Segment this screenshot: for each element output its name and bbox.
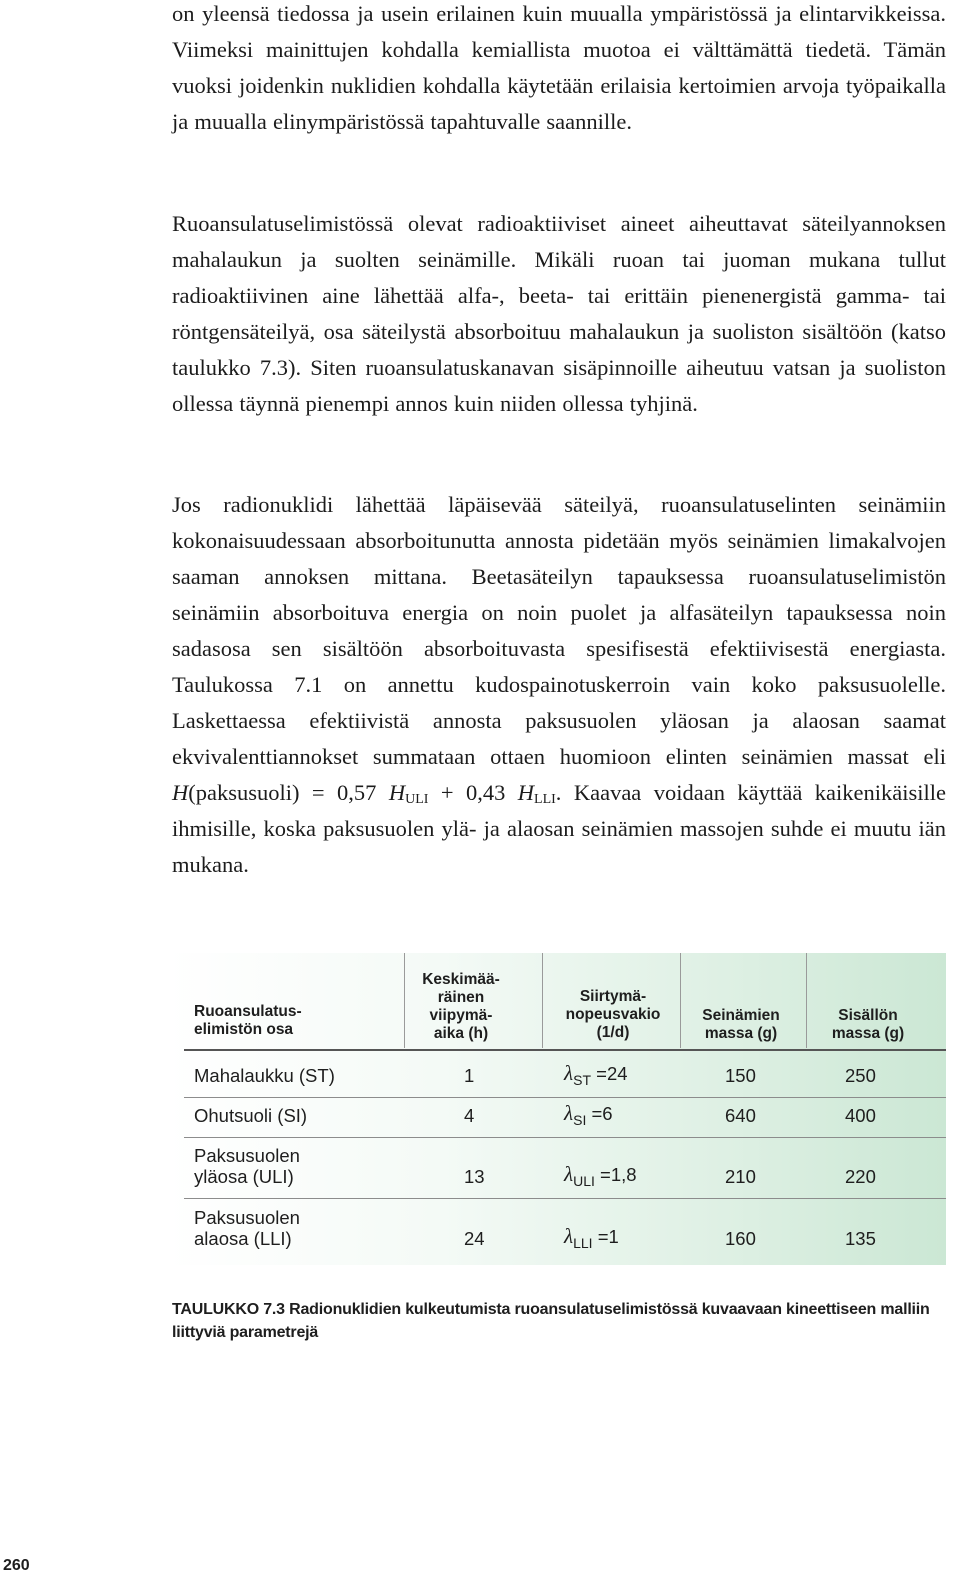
header-transfer-rate: Siirtymä- nopeusvakio (1/d) [565, 988, 661, 1041]
lambda-symbol: λ [564, 1101, 574, 1125]
paragraph-2: Ruoansulatuselimistössä olevat radioaktiiviset aineet aiheuttavat säteilyannoksen mahalaukun ja suolten seinämille. Mikäli ruoan tai juoman mukana tullut radioaktiivinen aine lähettää alfa-, beeta- tai erittäin pienenergistä gamma- tai röntgensäteilyä, osa säteilystä absorboituu mahalaukun ja suoliston sisältöön (katso taulukko 7.3). Siten ruoansulatuskanavan sisäpinnoille aiheutuu vatsan ja suoliston ollessa täynnä pienempi annos kuin niiden ollessa tyhjinä. [172, 211, 946, 416]
lambda-subscript: LLI [573, 1235, 593, 1251]
lambda-subscript: SI [573, 1112, 587, 1128]
table-rule [184, 1049, 946, 1051]
cell-part: Ohutsuoli (SI) [194, 1105, 308, 1126]
cell-part: Mahalaukku (ST) [194, 1065, 335, 1086]
cell-time: 4 [464, 1105, 475, 1126]
table-rule [184, 1198, 946, 1199]
paragraph-3-tail: . Kaavaa voidaan käyttää kaikenikäisille ihmisille, koska paksusuolen ylä- ja alaosan seinämien massojen suhde ei muutu iän mukana. [172, 780, 946, 877]
lambda-symbol: λ [564, 1162, 574, 1186]
colon-dose-formula [172, 780, 556, 805]
header-part: Ruoansulatus- elimistön osa [194, 1003, 302, 1038]
caption-text: Radionuklidien kulkeutumista ruoansulatuselimistössä kuvaavaan kineettiseen malliin liittyviä parametrejä [172, 1301, 930, 1341]
header-divider [680, 953, 681, 1048]
lambda-value: =1,8 [600, 1164, 637, 1185]
lambda-value: =24 [596, 1063, 628, 1084]
cell-lambda [564, 1226, 619, 1254]
cell-time: 13 [464, 1166, 485, 1187]
formula-sub-uli: ULI [405, 792, 429, 807]
cell-lambda [564, 1063, 628, 1091]
formula-h-uli: H [388, 780, 406, 805]
cell-part: Paksusuolen alaosa (LLI) [194, 1207, 300, 1249]
formula-open: (paksusuoli) = 0,57 [188, 780, 389, 805]
header-residence-time: Keskimää- räinen viipymä- aika (h) [422, 971, 500, 1042]
cell-lambda [564, 1103, 613, 1131]
lambda-value: =6 [591, 1103, 613, 1124]
cell-content-mass: 220 [845, 1166, 876, 1187]
formula-h-lli: H [517, 780, 535, 805]
cell-wall-mass: 210 [725, 1166, 756, 1187]
paragraph-3 [172, 487, 946, 883]
table-rule [184, 1097, 946, 1098]
header-content-mass: Sisällön massa (g) [831, 1007, 905, 1042]
lambda-subscript: ST [573, 1072, 591, 1088]
header-divider [806, 953, 807, 1048]
cell-content-mass: 400 [845, 1105, 876, 1126]
lambda-subscript: ULI [573, 1173, 595, 1189]
cell-wall-mass: 150 [725, 1065, 756, 1086]
header-divider [404, 953, 405, 1048]
header-divider [542, 953, 543, 1048]
lambda-symbol: λ [564, 1061, 574, 1085]
header-wall-mass: Seinämien massa (g) [702, 1007, 780, 1042]
cell-content-mass: 250 [845, 1065, 876, 1086]
lambda-value: =1 [597, 1226, 619, 1247]
lambda-symbol: λ [564, 1224, 574, 1248]
cell-time: 24 [464, 1228, 485, 1249]
table-rule [184, 1137, 946, 1138]
cell-lambda [564, 1164, 637, 1192]
table-caption [172, 1298, 942, 1344]
formula-h: H [172, 780, 189, 805]
cell-wall-mass: 640 [725, 1105, 756, 1126]
formula-sub-lli: LLI [534, 792, 556, 807]
cell-wall-mass: 160 [725, 1228, 756, 1249]
cell-content-mass: 135 [845, 1228, 876, 1249]
cell-time: 1 [464, 1065, 475, 1086]
cell-part: Paksusuolen yläosa (ULI) [194, 1145, 300, 1187]
caption-label: TAULUKKO 7.3 [172, 1301, 285, 1318]
paragraph-1: on yleensä tiedossa ja usein erilainen kuin muualla ympäristössä ja elintarvikkeissa. Viimeksi mainittujen kohdalla kemiallista muotoa ei välttämättä tiedetä. Tämän vuoksi joidenkin nuklidien kohdalla käytetään erilaisia kertoimien arvoja työpaikalla ja muualla elinympäristössä tapahtuvalle saannille. [172, 1, 946, 134]
page-number: 260 [3, 1557, 30, 1574]
paragraph-3-text: Jos radionuklidi lähettää läpäisevää säteilyä, ruoansulatuselinten seinämiin kokonaisuudessaan absorboitunutta annosta pidetään myös seinämien limakalvojen saaman annoksen mittana. Beetasäteilyn tapauksessa ruoansulatuselimistön seinämiin absorboituva energia on noin puolet ja alfasäteilyn tapauksessa noin sadasosa sen sisältöön absorboituvasta spesifisestä efektiivisestä energiasta. Taulukossa 7.1 on annettu kudospainotuskerroin vain koko paksusuolelle. Laskettaessa efektiivistä annosta paksusuolen yläosan ja alaosan saamat ekvivalenttiannokset summataan ottaen huomioon elinten seinämien massat eli [172, 492, 946, 769]
parameter-table [168, 953, 946, 1265]
formula-mid: + 0,43 [428, 780, 518, 805]
table-header [168, 953, 946, 1048]
